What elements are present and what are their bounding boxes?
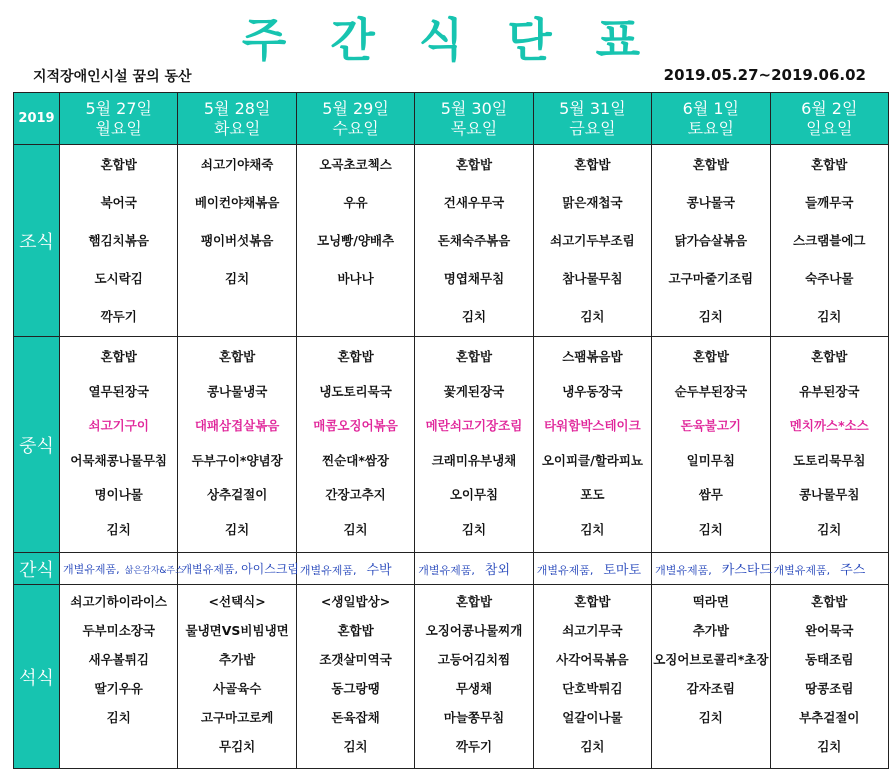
menu-item: 김치 (461, 309, 487, 324)
menu-item: 무생채 (455, 681, 493, 696)
meal-label-snack: 간식 (14, 553, 60, 585)
breakfast-cell (533, 145, 651, 337)
breakfast-cell (178, 145, 296, 337)
menu-item: 혼합밥 (811, 594, 848, 609)
menu-item: 혼합밥 (574, 594, 611, 609)
menu-item: 대패삼겹살볶음 (194, 418, 280, 433)
dinner-cell (60, 585, 178, 769)
breakfast-cell (652, 145, 770, 337)
snack-item: 토마토 (603, 563, 642, 578)
snack-prefix: 개별유제품, (536, 564, 594, 577)
day-weekday: 화요일 (213, 118, 261, 138)
snack-item: 아이스크림 (241, 562, 300, 576)
menu-item: 김치 (225, 521, 250, 537)
menu-item: 일미무침 (686, 452, 735, 468)
menu-item: 돈육잡채 (331, 710, 380, 725)
menu-item: 콩나물무침 (799, 487, 860, 502)
menu-item: 간장고추지 (325, 487, 386, 502)
snack-row (14, 553, 889, 585)
menu-item: 찐순대*쌈장 (322, 452, 390, 468)
dinner-cell (770, 585, 888, 769)
menu-item: 숙주나물 (805, 271, 854, 286)
menu-item: 메란쇠고기장조림 (425, 418, 523, 433)
menu-item: 깍두기 (455, 739, 493, 754)
menu-item: 딸기우유 (94, 681, 143, 696)
menu-item: 도토리묵무침 (793, 452, 866, 468)
menu-item: 쇠고기야채죽 (200, 157, 274, 172)
day-date: 6월 1일 (682, 98, 739, 118)
menu-item: 고등어김치찜 (437, 652, 511, 667)
menu-item: 김치 (580, 309, 605, 324)
snack-item: 참외 (484, 563, 511, 578)
day-header (178, 93, 296, 145)
menu-item: 김치 (225, 271, 250, 286)
menu-item: 혼합밥 (574, 157, 611, 172)
menu-item: 김치 (698, 309, 723, 324)
menu-item: 혼합밥 (455, 157, 493, 172)
snack-cell (178, 553, 300, 585)
menu-item: 고구마줄기조림 (668, 271, 754, 286)
menu-item: 혼합밥 (811, 349, 848, 364)
menu-item: 타워함박스테이크 (544, 418, 641, 433)
snack-cell (296, 553, 414, 585)
menu-item: 상추겉절이 (206, 487, 268, 502)
menu-item: 유부된장국 (799, 383, 860, 399)
breakfast-cell (60, 145, 178, 337)
page-title: 주 간 식 단 표 (241, 13, 655, 67)
meal-label-breakfast: 조식 (14, 145, 60, 337)
menu-item: 명이나물 (94, 487, 143, 502)
menu-item: 돈육불고기 (680, 418, 742, 433)
lunch-row (14, 337, 889, 553)
snack-item: 수박 (366, 563, 392, 578)
day-date: 5월 29일 (322, 98, 389, 118)
menu-item: 혼합밥 (337, 623, 374, 638)
menu-item: 오징어콩나물찌개 (425, 623, 523, 638)
menu-item: 냉도토리묵국 (319, 383, 392, 399)
menu-item: 김치 (698, 710, 723, 725)
snack-cell (60, 553, 184, 585)
snack-cell (770, 553, 888, 585)
menu-item: 북어국 (100, 195, 137, 210)
menu-item: 쇠고기두부조림 (550, 233, 635, 248)
menu-item: 햄김치볶음 (88, 233, 149, 248)
menu-item: 맑은재첩국 (562, 195, 623, 210)
menu-item: 스크램블에그 (793, 233, 866, 248)
menu-item: 오징어브로콜리*초장 (653, 652, 769, 667)
menu-item: 사각어묵볶음 (556, 652, 629, 667)
menu-item: 콩나물국 (686, 195, 735, 210)
menu-item: 김치 (817, 739, 842, 754)
organization-name: 지적장애인시설 꿈의 동산 (33, 69, 192, 85)
snack-cell (652, 553, 770, 585)
menu-item: 김치 (817, 521, 842, 537)
menu-item: 물냉면VS비빔냉면 (185, 623, 289, 638)
menu-item: 닭가슴살볶음 (674, 233, 748, 248)
dinner-cell (178, 585, 296, 769)
meal-label-lunch: 중식 (14, 337, 60, 553)
menu-item: 혼합밥 (692, 349, 729, 364)
menu-item: 어묵채콩나물무침 (70, 452, 168, 468)
menu-item: 쇠고기하이라이스 (70, 594, 168, 609)
menu-item: 쇠고기구이 (88, 418, 149, 433)
year-cell: 2019 (14, 93, 60, 145)
snack-item: 카스타드 (721, 563, 772, 578)
header-row (14, 93, 889, 145)
menu-item: 추가밥 (219, 652, 256, 667)
menu-item: 떡라면 (692, 594, 729, 609)
day-header (770, 93, 888, 145)
menu-item: 동태조림 (805, 652, 854, 667)
dinner-cell (415, 585, 533, 769)
day-weekday: 수요일 (332, 118, 379, 138)
menu-item: 돈채숙주볶음 (437, 233, 511, 248)
menu-item: 새우볼튀김 (88, 652, 149, 667)
snack-item: 삶은감자&주스 (124, 565, 184, 576)
snack-item: 주스 (840, 563, 866, 578)
menu-item: 혼합밥 (100, 157, 137, 172)
menu-item: 도시락김 (94, 271, 143, 286)
menu-item: 꽃게된장국 (443, 383, 505, 399)
breakfast-row (14, 145, 889, 337)
menu-item: 사골육수 (212, 681, 262, 696)
menu-item: 순두부된장국 (674, 383, 748, 399)
menu-item: 김치 (817, 309, 842, 324)
day-date: 5월 28일 (203, 98, 271, 118)
menu-item: 두부미소장국 (82, 623, 155, 638)
menu-item: 열무된장국 (88, 383, 149, 399)
menu-item: <선택식> (208, 594, 266, 609)
menu-item: 베이컨야채볶음 (194, 195, 280, 210)
menu-item: 오이피클/할라피뇨 (541, 452, 643, 468)
lunch-cell (652, 337, 770, 553)
menu-item: 건새우무국 (443, 195, 505, 210)
day-header (60, 93, 178, 145)
lunch-cell (60, 337, 178, 553)
menu-item: 김치 (106, 521, 131, 537)
snack-cell (415, 553, 533, 585)
menu-item: 혼합밥 (100, 349, 137, 364)
meal-label-dinner: 석식 (14, 585, 60, 769)
lunch-cell (770, 337, 888, 553)
weekly-menu-table (13, 92, 889, 769)
lunch-cell (533, 337, 651, 553)
day-weekday: 일요일 (806, 118, 853, 138)
day-header (533, 93, 651, 145)
snack-prefix: 개별유제품, (181, 563, 239, 576)
menu-item: 두부구이*양념장 (191, 452, 283, 468)
menu-item: 혼합밥 (811, 157, 848, 172)
day-header (652, 93, 770, 145)
menu-item: 부추겉절이 (799, 710, 860, 725)
lunch-cell (296, 337, 414, 553)
day-weekday: 월요일 (95, 118, 142, 138)
snack-cell (533, 553, 651, 585)
menu-item: 김치 (698, 521, 723, 537)
menu-item: 포도 (580, 487, 605, 502)
menu-item: <생일밥상> (320, 594, 391, 609)
snack-prefix: 개별유제품, (299, 564, 357, 577)
menu-item: 혼합밥 (337, 349, 374, 364)
snack-prefix: 개별유제품, (655, 564, 712, 577)
menu-item: 완어묵국 (805, 623, 854, 638)
day-header (415, 93, 533, 145)
menu-item: 팽이버섯볶음 (200, 233, 274, 248)
day-weekday: 토요일 (687, 118, 734, 138)
menu-period: 2019.05.27~2019.06.02 (663, 66, 866, 84)
dinner-cell (533, 585, 651, 769)
day-date: 5월 27일 (85, 98, 152, 118)
menu-item: 동그랑땡 (331, 681, 380, 696)
day-date: 5월 30일 (440, 98, 508, 118)
menu-item: 무김치 (219, 739, 256, 754)
menu-item: 매콤오징어볶음 (313, 418, 398, 433)
menu-item: 땅콩조림 (805, 681, 854, 696)
menu-item: 얼갈이나물 (562, 710, 623, 725)
menu-item: 혼합밥 (455, 594, 493, 609)
day-date: 6월 2일 (801, 98, 858, 118)
menu-item: 들깨무국 (805, 195, 854, 210)
menu-item: 모닝빵/양배추 (317, 233, 395, 248)
menu-item: 바나나 (337, 271, 374, 286)
menu-item: 우유 (343, 195, 368, 210)
menu-item: 콩나물냉국 (206, 383, 268, 399)
menu-item: 혼합밥 (692, 157, 729, 172)
menu-item: 혼합밥 (219, 349, 256, 364)
dinner-row (14, 585, 889, 769)
menu-item: 추가밥 (692, 623, 729, 638)
breakfast-cell (770, 145, 888, 337)
dinner-cell (652, 585, 770, 769)
menu-item: 참나물무침 (562, 271, 623, 286)
menu-item: 명엽채무침 (443, 271, 505, 286)
menu-item: 오곡초코첵스 (319, 157, 392, 172)
menu-item: 냉우동장국 (562, 383, 623, 399)
snack-prefix: 개별유제품, (418, 564, 475, 577)
menu-item: 조갯살미역국 (319, 652, 392, 667)
snack-prefix: 개별유제품, (63, 562, 120, 576)
menu-item: 깍두기 (100, 309, 137, 324)
menu-item: 김치 (343, 739, 368, 754)
breakfast-cell (415, 145, 533, 337)
day-weekday: 목요일 (450, 118, 498, 138)
dinner-cell (296, 585, 414, 769)
menu-item: 감자조림 (686, 681, 735, 696)
day-header (296, 93, 414, 145)
lunch-cell (415, 337, 533, 553)
menu-item: 김치 (461, 521, 487, 537)
snack-prefix: 개별유제품, (773, 564, 831, 577)
menu-item: 쇠고기무국 (562, 623, 623, 638)
menu-item: 스팸볶음밥 (562, 349, 623, 364)
menu-item: 크래미유부냉채 (431, 452, 517, 468)
menu-item: 김치 (106, 710, 131, 725)
menu-item: 김치 (580, 521, 605, 537)
day-date: 5월 31일 (559, 98, 626, 118)
menu-item: 혼합밥 (455, 349, 493, 364)
menu-item: 마늘쫑무침 (443, 710, 505, 725)
menu-item: 멘치까스*소스 (789, 418, 869, 433)
breakfast-cell (296, 145, 414, 337)
menu-item: 쌈무 (698, 487, 723, 502)
menu-item: 고구마고로케 (200, 710, 274, 725)
menu-item: 김치 (580, 739, 605, 754)
day-weekday: 금요일 (569, 118, 616, 138)
menu-item: 단호박튀김 (562, 681, 623, 696)
menu-item: 오이무침 (449, 487, 499, 502)
lunch-cell (178, 337, 296, 553)
menu-item: 김치 (343, 521, 368, 537)
